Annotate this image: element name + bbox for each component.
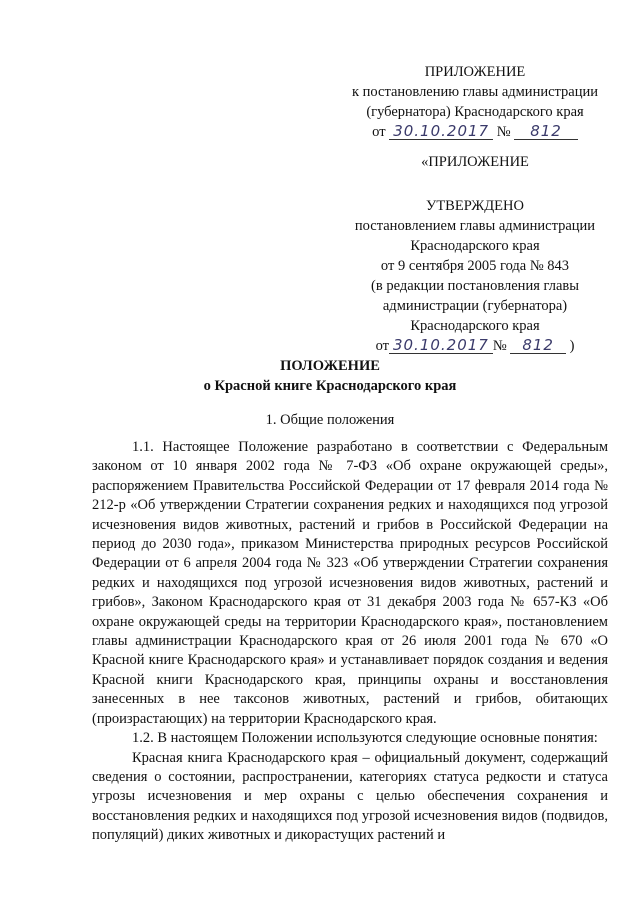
approval-details (340, 196, 610, 356)
paragraph-definition: Красная книга Краснодарского края – официальный документ, содержащий сведения о состоянии, распространении, категориях статуса редкости и статуса угрозы исчезновения и мер охраны с целью обеспечения сохранения и восстановления редких и находящихся под угрозой исчезновения видов (подвидов, популяций) диких животных и дикорастущих растений и (92, 749, 608, 844)
appendix-header-line3: (губернатора) Краснодарского края (366, 104, 584, 120)
handwritten-number: 812 (514, 123, 578, 140)
approval-line1: постановлением главы администрации (354, 218, 596, 234)
appendix-header (340, 62, 610, 142)
section-heading: 1. Общие положения (265, 412, 395, 428)
approval-block (340, 152, 610, 172)
approval-close-paren: ) (569, 338, 575, 354)
approved-label: УТВЕРЖДЕНО (426, 198, 524, 214)
approval-date-line (340, 336, 610, 356)
appendix-header-line1: ПРИЛОЖЕНИЕ (424, 64, 526, 80)
paragraph-1-2: 1.2. В настоящем Положении используются следующие основные понятия: (132, 730, 598, 747)
title-line2: о Красной книге Краснодарского края (203, 378, 457, 394)
approval-line3: от 9 сентября 2005 года № 843 (380, 258, 570, 274)
date-prefix: от (372, 124, 386, 140)
approval-line4: (в редакции постановления главы (371, 278, 579, 294)
approval-line2: Краснодарского края (410, 238, 540, 254)
approval-line5: администрации (губернатора) (382, 298, 568, 314)
approval-date-prefix: от (375, 338, 389, 354)
approval-handwritten-date: 30.10.2017 (389, 337, 493, 354)
approval-line6: Краснодарского края (410, 318, 540, 334)
document-title (60, 356, 600, 396)
title-line1: ПОЛОЖЕНИЕ (280, 358, 380, 374)
appendix-header-date-line (340, 122, 610, 142)
appendix-header-line2: к постановлению главы администрации (351, 84, 599, 100)
approval-number-prefix: № (492, 338, 507, 354)
number-prefix: № (496, 124, 511, 140)
document-body (92, 438, 608, 846)
paragraph-1-1: 1.1. Настоящее Положение разработано в соответствии с Федеральным законом от 10 января 2002 года № 7-ФЗ «Об охране окружающей среды», распоряжением Правительства Российской Федерации от 17 февраля 2014 года № 212-р «Об утверждении Стратегии сохранения редких и находящихся под угрозой исчезновения видов животных, растений и грибов в Российской Федерации на период до 2030 года», приказом Министерства природных ресурсов Российской Федерации от 6 апреля 2004 года № 323 «Об утверждении Стратегии сохранения редких и находящихся под угрозой исчезновения видов животных, растений и грибов», Законом Краснодарского края от 31 декабря 2003 года № 657-КЗ «Об охране окружающей среды на территории Краснодарского края», постановлением главы администрации Краснодарского края от 26 июля 2001 года № 670 «О Красной книге Краснодарского края» и устанавливает порядок создания и ведения Красной книги Краснодарского края, принципы охраны и восстановления занесенных в нее таксонов животных, растений и грибов, обитающих (произрастающих) на территории Краснодарского края. (92, 439, 608, 727)
approval-quote-line: «ПРИЛОЖЕНИЕ (421, 154, 529, 170)
approval-handwritten-number: 812 (510, 337, 566, 354)
handwritten-date: 30.10.2017 (389, 123, 493, 140)
